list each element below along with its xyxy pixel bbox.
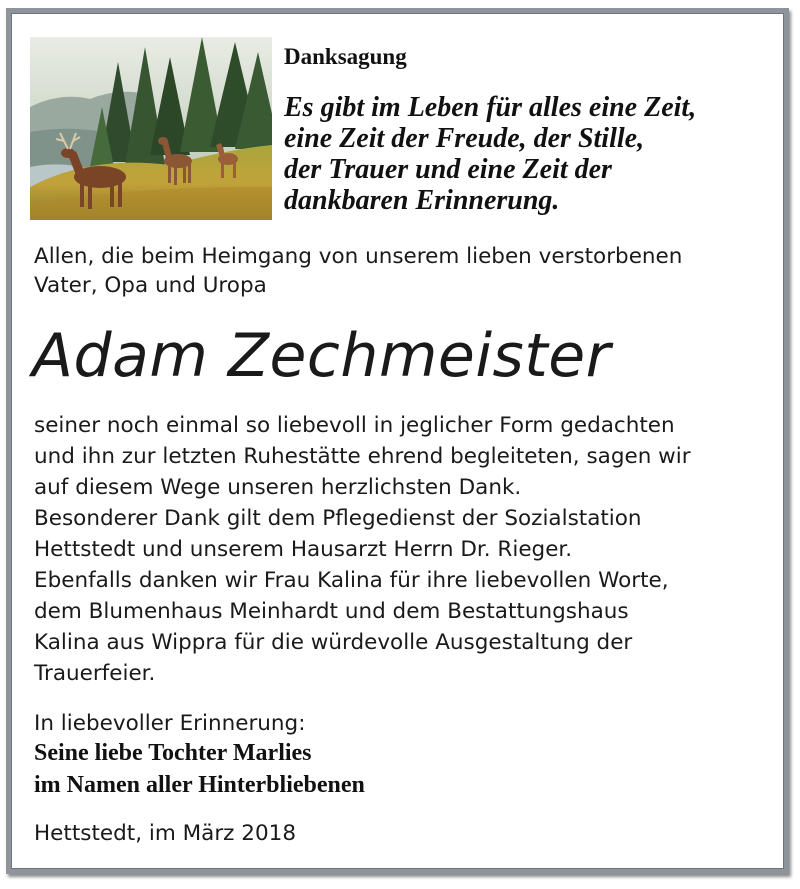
poem-line: dankbaren Erinnerung. (284, 185, 560, 216)
notice-heading: Danksagung (284, 44, 407, 69)
deceased-name: Adam Zechmeister (32, 321, 611, 391)
body-line: seiner noch einmal so liebevoll in jeglicher Form gedachten (34, 413, 675, 438)
body-line: und ihn zur letzten Ruhestätte ehrend begleiteten, sagen wir (34, 444, 691, 469)
signer-line: im Namen aller Hinterbliebenen (34, 772, 365, 798)
body-line: Hettstedt und unserem Hausarzt Herrn Dr. Rieger. (34, 537, 573, 562)
poem-line: Es gibt im Leben für alles eine Zeit, (284, 92, 697, 123)
intro-line: Allen, die beim Heimgang von unserem lieben verstorbenen (34, 244, 683, 269)
deer-painting-image (30, 37, 272, 220)
body-line: Kalina aus Wippra für die würdevolle Ausgestaltung der (34, 630, 633, 655)
poem-line: der Trauer und eine Zeit der (284, 154, 612, 185)
body-line: Trauerfeier. (34, 661, 156, 686)
body-line: auf diesem Wege unseren herzlichsten Dank. (34, 475, 522, 500)
body-line: dem Blumenhaus Meinhardt und dem Bestattungshaus (34, 599, 629, 624)
thanks-paragraph (34, 410, 691, 689)
intro-line: Vater, Opa und Uropa (34, 273, 267, 298)
poem-line: eine Zeit der Freude, der Stille, (284, 123, 645, 154)
intro-paragraph (34, 242, 682, 300)
signer-line: Seine liebe Tochter Marlies (34, 740, 312, 766)
body-line: Ebenfalls danken wir Frau Kalina für ihre liebevollen Worte, (34, 568, 669, 593)
closing-line: In liebevoller Erinnerung: (34, 711, 306, 736)
poem-verse (284, 92, 696, 216)
place-date: Hettstedt, im März 2018 (34, 821, 297, 846)
body-line: Besonderer Dank gilt dem Pflegedienst der Sozialstation (34, 506, 642, 531)
